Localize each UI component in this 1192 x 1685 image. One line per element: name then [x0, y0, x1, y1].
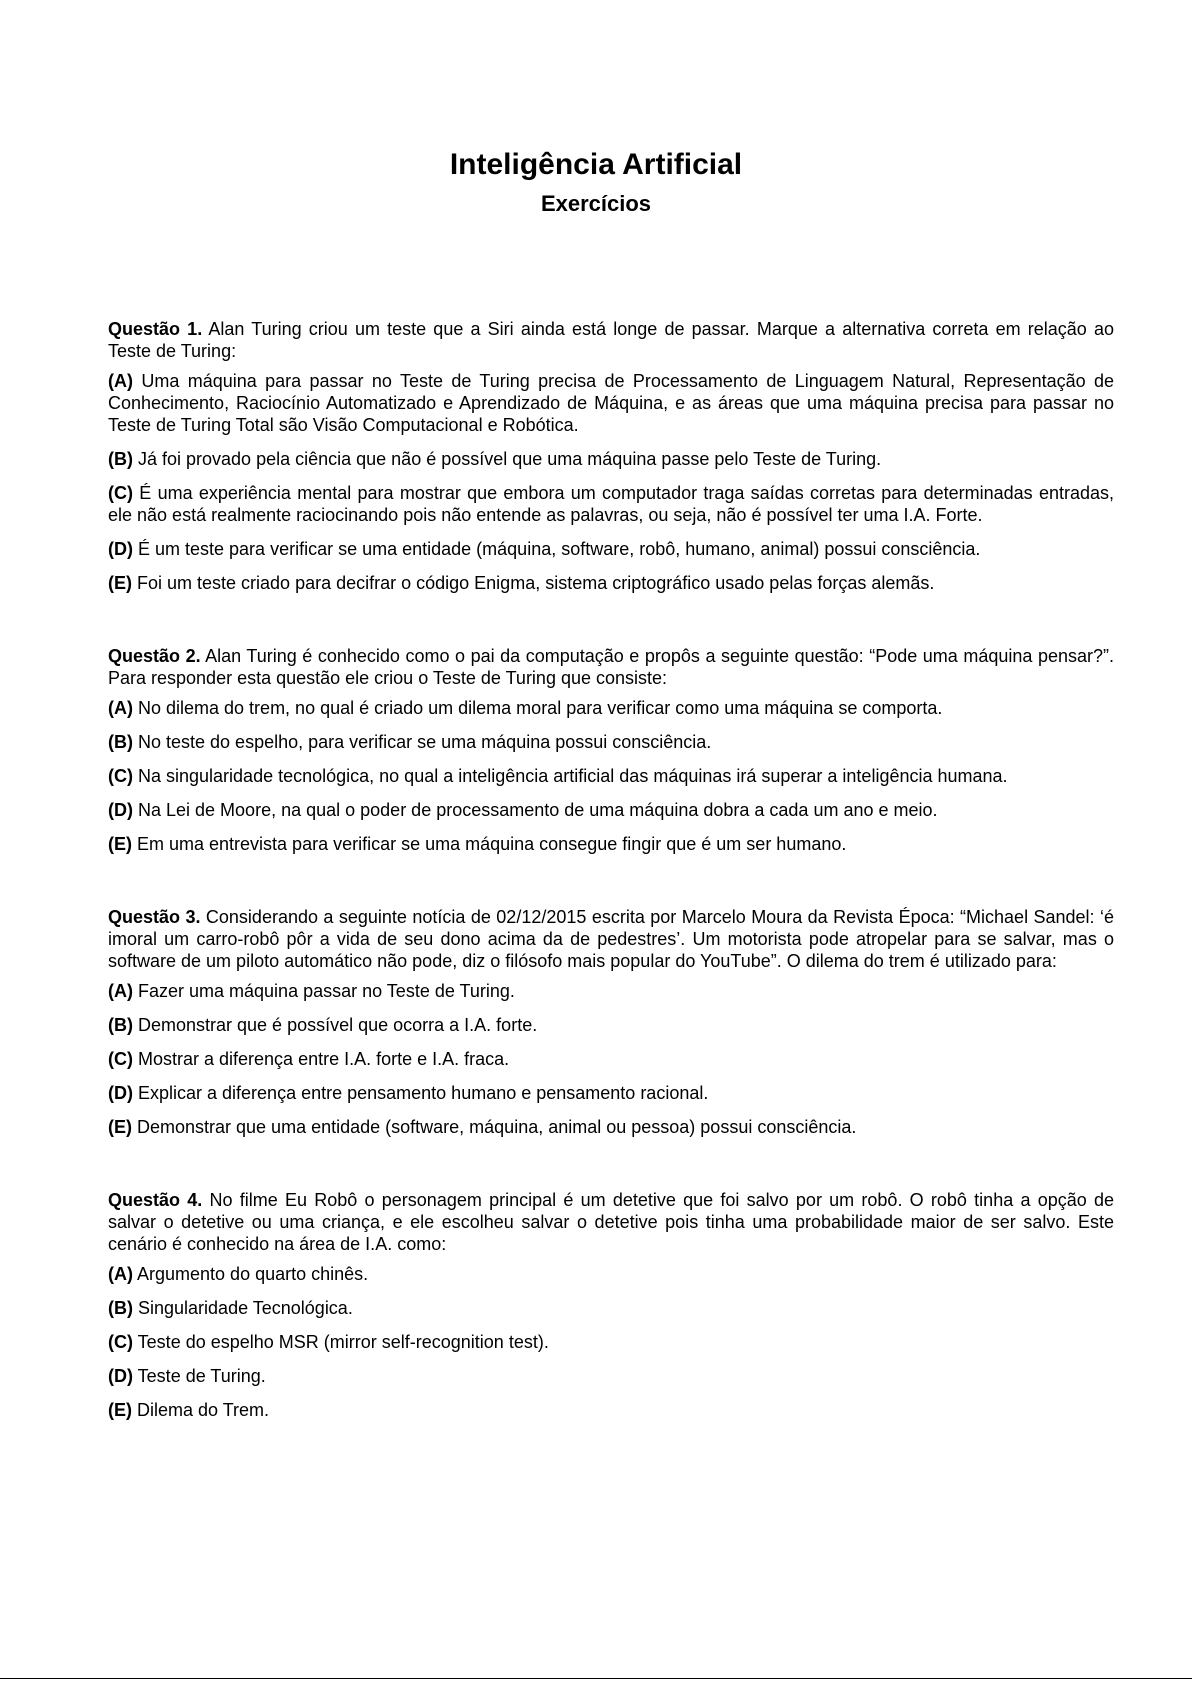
question-1-stem [108, 318, 1114, 362]
question-2-option-c [108, 765, 1114, 787]
question-4-option-a [108, 1263, 1114, 1285]
question-4-text: No filme Eu Robô o personagem principal é um detetive que foi salvo por um robô. O robô tinha a opção de salvar o detetive ou uma criança, e ele escolheu salvar o detetive pois tinha uma probabilidade maior de ser salvo. Este cenário é conhecido na área de I.A. como: [108, 1190, 1115, 1254]
option-text: No teste do espelho, para verificar se uma máquina possui consciência. [133, 732, 712, 752]
question-4-option-d [108, 1365, 1114, 1387]
option-letter: (E) [108, 834, 132, 854]
option-letter: (A) [108, 1264, 133, 1284]
option-text: Uma máquina para passar no Teste de Turing precisa de Processamento de Linguagem Natural, Representação de Conhecimento, Raciocínio Automatizado e Aprendizado de Máquina, e as áreas que uma máquina precisa para passar no Teste de Turing Total são Visão Computacional e Robótica. [108, 371, 1114, 435]
question-1 [108, 318, 1114, 594]
question-1-option-c [108, 482, 1114, 526]
question-2-label: Questão 2. [108, 646, 201, 666]
option-text: No dilema do trem, no qual é criado um dilema moral para verificar como uma máquina se comporta. [133, 698, 943, 718]
question-2-stem [108, 645, 1114, 689]
question-1-option-a [108, 370, 1114, 436]
option-text: Em uma entrevista para verificar se uma máquina consegue fingir que é um ser humano. [132, 834, 847, 854]
question-3-text: Considerando a seguinte notícia de 02/12/2015 escrita por Marcelo Moura da Revista Época: “Michael Sandel: ‘é imoral um carro-robô pôr a vida de seu dono acima da de pedestres’. Um motorista pode atropelar para se salvar, mas o software de um piloto automático não pode, diz o filósofo mais popular do YouTube”. O dilema do trem é utilizado para: [108, 907, 1114, 971]
question-3-option-c [108, 1048, 1114, 1070]
option-text: É um teste para verificar se uma entidade (máquina, software, robô, humano, animal) possui consciência. [133, 539, 981, 559]
question-3-label: Questão 3. [108, 907, 201, 927]
option-text: Mostrar a diferença entre I.A. forte e I.A. fraca. [133, 1049, 510, 1069]
question-2-option-d [108, 799, 1114, 821]
question-3-stem [108, 906, 1114, 972]
document-title: Inteligência Artificial [449, 148, 743, 181]
question-2-option-e [108, 833, 1114, 855]
question-4-option-b [108, 1297, 1114, 1319]
option-letter: (D) [108, 539, 133, 559]
question-1-option-e [108, 572, 1114, 594]
option-text: É uma experiência mental para mostrar que embora um computador traga saídas corretas para determinadas entradas, ele não está realmente raciocinando pois não entende as palavras, ou seja, não é possível ter uma I.A. Forte. [108, 483, 1114, 525]
question-1-label: Questão 1. [108, 319, 203, 339]
option-letter: (B) [108, 732, 133, 752]
question-4 [108, 1189, 1114, 1421]
option-letter: (C) [108, 766, 133, 786]
question-3-option-e [108, 1116, 1114, 1138]
option-text: Explicar a diferença entre pensamento humano e pensamento racional. [133, 1083, 709, 1103]
page-bottom-rule [0, 1678, 1192, 1679]
option-text: Foi um teste criado para decifrar o código Enigma, sistema criptográfico usado pelas forças alemãs. [132, 573, 935, 593]
option-text: Na singularidade tecnológica, no qual a inteligência artificial das máquinas irá superar a inteligência humana. [133, 766, 1008, 786]
question-1-text: Alan Turing criou um teste que a Siri ainda está longe de passar. Marque a alternativa correta em relação ao Teste de Turing: [108, 319, 1115, 361]
question-3-option-d [108, 1082, 1114, 1104]
option-letter: (B) [108, 1298, 133, 1318]
option-letter: (E) [108, 1400, 132, 1420]
question-list [108, 318, 1114, 1472]
option-letter: (C) [108, 1332, 133, 1352]
option-letter: (D) [108, 800, 133, 820]
option-letter: (D) [108, 1366, 133, 1386]
question-2-text: Alan Turing é conhecido como o pai da computação e propôs a seguinte questão: “Pode uma máquina pensar?”. Para responder esta questão ele criou o Teste de Turing que consiste: [108, 646, 1114, 688]
option-text: Demonstrar que é possível que ocorra a I.A. forte. [133, 1015, 538, 1035]
question-1-option-b [108, 448, 1114, 470]
option-text: Argumento do quarto chinês. [133, 1264, 369, 1284]
option-letter: (A) [108, 698, 133, 718]
question-2 [108, 645, 1114, 855]
option-text: Fazer uma máquina passar no Teste de Turing. [133, 981, 515, 1001]
question-3 [108, 906, 1114, 1138]
document-subtitle: Exercícios [540, 191, 652, 216]
option-letter: (E) [108, 573, 132, 593]
option-letter: (B) [108, 1015, 133, 1035]
option-text: Já foi provado pela ciência que não é possível que uma máquina passe pelo Teste de Turing. [133, 449, 882, 469]
question-2-option-b [108, 731, 1114, 753]
option-text: Demonstrar que uma entidade (software, máquina, animal ou pessoa) possui consciência. [132, 1117, 857, 1137]
option-letter: (D) [108, 1083, 133, 1103]
question-4-stem [108, 1189, 1114, 1255]
question-3-option-a [108, 980, 1114, 1002]
option-letter: (C) [108, 1049, 133, 1069]
option-text: Teste do espelho MSR (mirror self-recognition test). [133, 1332, 549, 1352]
question-2-option-a [108, 697, 1114, 719]
option-text: Dilema do Trem. [132, 1400, 270, 1420]
question-4-option-e [108, 1399, 1114, 1421]
option-letter: (C) [108, 483, 133, 503]
option-text: Na Lei de Moore, na qual o poder de processamento de uma máquina dobra a cada um ano e meio. [133, 800, 938, 820]
option-letter: (A) [108, 981, 133, 1001]
question-3-option-b [108, 1014, 1114, 1036]
question-4-label: Questão 4. [108, 1190, 203, 1210]
option-text: Teste de Turing. [133, 1366, 266, 1386]
question-4-option-c [108, 1331, 1114, 1353]
option-letter: (A) [108, 371, 133, 391]
option-letter: (E) [108, 1117, 132, 1137]
option-text: Singularidade Tecnológica. [133, 1298, 353, 1318]
option-letter: (B) [108, 449, 133, 469]
question-1-option-d [108, 538, 1114, 560]
